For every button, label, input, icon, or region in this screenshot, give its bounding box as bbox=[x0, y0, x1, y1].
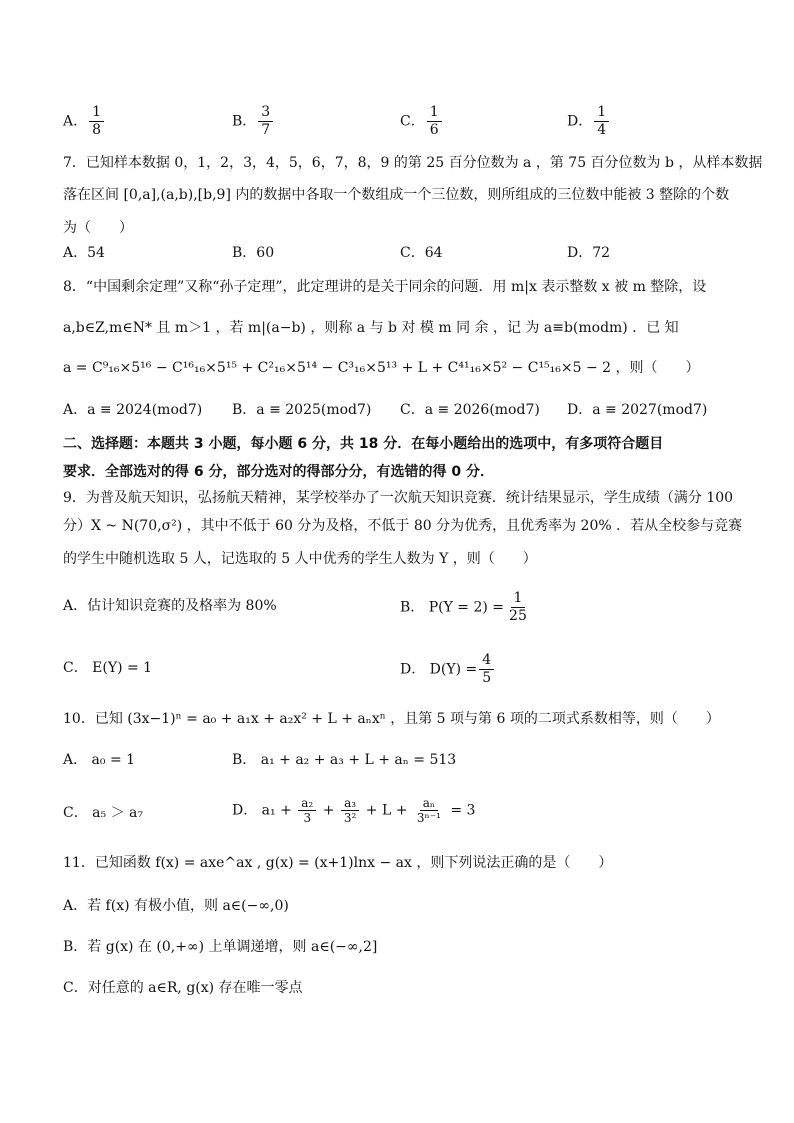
fraction bbox=[506, 590, 530, 625]
denominator: 3² bbox=[343, 811, 357, 825]
denominator: 4 bbox=[597, 122, 607, 138]
section-heading-line-1: 二、选择题：本题共 3 小题，每小题 6 分，共 18 分．在每小题给出的选项中，有多项符合题目 bbox=[63, 436, 664, 452]
fraction bbox=[479, 652, 494, 687]
fraction bbox=[341, 796, 359, 825]
q8-line-2: a,b∈Z,m∈N* 且 m＞1 ，若 m|(a−b) ，则称 a 与 b 对 模 m 同 余 ，记 为 a≡b(modm) ．已 知 bbox=[63, 320, 679, 336]
q9-line-3: 的学生中随机选取 5 人，记选取的 5 人中优秀的学生人数为 Y ，则（ ） bbox=[63, 551, 537, 567]
numerator: a₃ bbox=[341, 796, 359, 811]
plus-sign: + bbox=[322, 802, 335, 819]
denominator: 6 bbox=[429, 122, 439, 138]
denominator: 8 bbox=[92, 122, 102, 138]
q7-option-a: A．54 bbox=[63, 245, 105, 261]
q8-line-1: 8．“中国剩余定理”又称“孙子定理”，此定理讲的是关于同余的问题．用 m|x 表示整数 x 被 m 整除，设 bbox=[63, 279, 707, 295]
q7-option-b: B．60 bbox=[232, 245, 275, 261]
q11-option-a: A．若 f(x) 有极小值，则 a∈(−∞,0) bbox=[63, 898, 289, 914]
fraction bbox=[258, 104, 273, 139]
option-label: D． a₁ + bbox=[232, 802, 292, 819]
fraction bbox=[427, 104, 442, 139]
option-label: D． bbox=[567, 113, 593, 130]
q9-option-b bbox=[400, 590, 532, 625]
q7-line-2: 落在区间 [0,a],(a,b),[b,9] 内的数据中各取一个数组成一个三位数，则所组成的三位数中能被 3 整除的个数 bbox=[63, 187, 730, 203]
q10-option-a: A． a₀ = 1 bbox=[63, 752, 136, 768]
q7-option-c: C．64 bbox=[400, 245, 443, 261]
option-label: B． bbox=[232, 113, 257, 130]
q10-option-c: C． a₅ ＞ a₇ bbox=[63, 805, 143, 821]
numerator: 3 bbox=[258, 104, 273, 122]
denominator: 7 bbox=[261, 122, 271, 138]
q10-line-1: 10．已知 (3x−1)ⁿ = a₀ + a₁x + a₂x² + L + aₙxⁿ ，且第 5 项与第 6 项的二项式系数相等，则（ ） bbox=[63, 711, 720, 727]
q6-option-d bbox=[567, 104, 611, 139]
numerator: 1 bbox=[594, 104, 609, 122]
q8-option-a: A．a ≡ 2024(mod7) bbox=[63, 402, 203, 418]
q9-line-1: 9．为普及航天知识，弘扬航天精神，某学校举办了一次航天知识竞赛．统计结果显示，学生成绩（满分 100 bbox=[63, 490, 734, 506]
section-heading-line-2: 要求．全部选对的得 6 分，部分选对的得部分分，有选错的得 0 分． bbox=[63, 464, 494, 480]
q9-option-c: C． E(Y) = 1 bbox=[63, 660, 153, 676]
q9-option-a: A．估计知识竞赛的及格率为 80% bbox=[63, 598, 277, 614]
denominator: 5 bbox=[482, 670, 492, 686]
q9-option-d bbox=[400, 652, 496, 687]
q8-option-d: D．a ≡ 2027(mod7) bbox=[567, 402, 708, 418]
q7-option-d: D．72 bbox=[567, 245, 611, 261]
q8-option-c: C．a ≡ 2026(mod7) bbox=[400, 402, 540, 418]
q11-option-c: C．对任意的 a∈R, g(x) 存在唯一零点 bbox=[63, 980, 303, 996]
fraction bbox=[594, 104, 609, 139]
option-label: A． bbox=[63, 113, 88, 130]
ellipsis-term: + L + bbox=[365, 802, 408, 819]
fraction bbox=[89, 104, 104, 139]
q11-line-1: 11．已知函数 f(x) = axe^ax , g(x) = (x+1)lnx − ax ，则下列说法正确的是（ ） bbox=[63, 855, 613, 871]
q11-option-b: B．若 g(x) 在 (0,+∞) 上单调递增，则 a∈(−∞,2] bbox=[63, 939, 378, 955]
fraction bbox=[298, 796, 316, 825]
numerator: a₂ bbox=[298, 796, 316, 811]
equals-term: = 3 bbox=[450, 802, 476, 819]
q8-line-3: a = C⁹₁₆×5¹⁶ − C¹⁶₁₆×5¹⁵ + C²₁₆×5¹⁴ − C³₁₆×5¹³ + L + C⁴¹₁₆×5² − C¹⁵₁₆×5 − 2 ，则（ ） bbox=[63, 360, 700, 376]
numerator: 1 bbox=[89, 104, 104, 122]
numerator: 1 bbox=[511, 590, 526, 608]
q8-option-b: B．a ≡ 2025(mod7) bbox=[232, 402, 372, 418]
option-label: C． bbox=[400, 113, 425, 130]
q9-line-2: 分）X ~ N(70,σ²) ，其中不低于 60 分为及格，不低于 80 分为优秀，且优秀率为 20% ．若从全校参与竞赛 bbox=[63, 518, 743, 534]
denominator: 3ⁿ⁻¹ bbox=[416, 811, 441, 825]
fraction bbox=[414, 796, 444, 825]
q7-line-3: 为（ ） bbox=[63, 220, 133, 236]
numerator: 4 bbox=[479, 652, 494, 670]
q6-option-a bbox=[63, 104, 106, 139]
q6-option-b bbox=[232, 104, 275, 139]
denominator: 25 bbox=[509, 608, 527, 624]
q7-line-1: 7．已知样本数据 0，1，2，3，4，5，6，7，8，9 的第 25 百分位数为 a ，第 75 百分位数为 b ，从样本数据 bbox=[63, 155, 763, 171]
q6-option-c bbox=[400, 104, 444, 139]
numerator: aₙ bbox=[420, 796, 438, 811]
q10-option-d bbox=[232, 796, 475, 825]
q10-option-b: B． a₁ + a₂ + a₃ + L + aₙ = 513 bbox=[232, 752, 457, 768]
option-label: D． D(Y) = bbox=[400, 661, 478, 678]
denominator: 3 bbox=[303, 811, 312, 825]
numerator: 1 bbox=[427, 104, 442, 122]
option-label: B． P(Y = 2) = bbox=[400, 599, 505, 616]
